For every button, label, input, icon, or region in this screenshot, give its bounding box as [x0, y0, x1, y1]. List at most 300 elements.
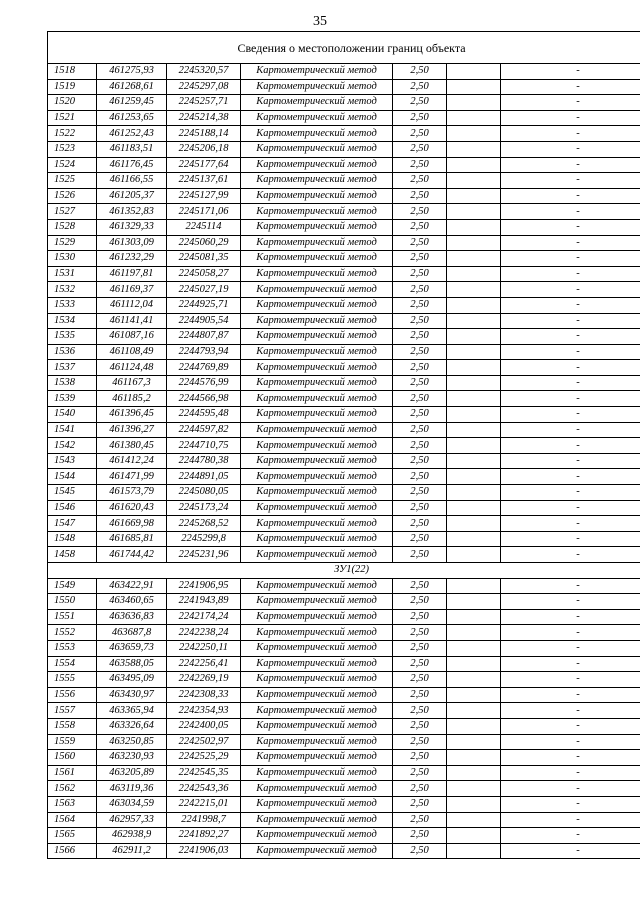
point-number-cell: 1538	[48, 375, 97, 391]
description-cell: -	[501, 266, 640, 282]
description-cell: -	[501, 141, 640, 157]
description-cell: -	[501, 640, 640, 656]
blank-cell-cell	[447, 516, 501, 532]
y-coordinate-cell: 2242308,33	[167, 687, 241, 703]
table-row	[48, 297, 640, 313]
y-coordinate-cell: 2245080,05	[167, 485, 241, 501]
table-row	[48, 422, 640, 438]
accuracy-cell: 2,50	[393, 329, 447, 345]
x-coordinate-cell: 463687,8	[97, 625, 167, 641]
method-cell: Картометрический метод	[241, 282, 393, 298]
table-row	[48, 282, 640, 298]
table-row	[48, 578, 640, 594]
table-row	[48, 64, 640, 80]
method-cell: Картометрический метод	[241, 360, 393, 376]
method-cell: Картометрический метод	[241, 126, 393, 142]
blank-cell-cell	[447, 64, 501, 80]
y-coordinate-cell: 2241998,7	[167, 812, 241, 828]
point-number-cell: 1526	[48, 188, 97, 204]
accuracy-cell: 2,50	[393, 578, 447, 594]
blank-cell-cell	[447, 594, 501, 610]
blank-cell-cell	[447, 235, 501, 251]
y-coordinate-cell: 2245320,57	[167, 64, 241, 80]
method-cell: Картометрический метод	[241, 500, 393, 516]
description-cell: -	[501, 656, 640, 672]
x-coordinate-cell: 463659,73	[97, 640, 167, 656]
x-coordinate-cell: 463326,64	[97, 718, 167, 734]
point-number-cell: 1566	[48, 843, 97, 859]
point-number-cell: 1555	[48, 672, 97, 688]
y-coordinate-cell: 2242502,97	[167, 734, 241, 750]
table-row	[48, 219, 640, 235]
accuracy-cell: 2,50	[393, 750, 447, 766]
blank-cell-cell	[447, 251, 501, 267]
blank-cell-cell	[447, 609, 501, 625]
x-coordinate-cell: 461167,3	[97, 375, 167, 391]
point-number-cell: 1536	[48, 344, 97, 360]
point-number-cell: 1552	[48, 625, 97, 641]
point-number-cell: 1529	[48, 235, 97, 251]
x-coordinate-cell: 463034,59	[97, 796, 167, 812]
accuracy-cell: 2,50	[393, 79, 447, 95]
blank-cell-cell	[447, 625, 501, 641]
table-row	[48, 251, 640, 267]
description-cell: -	[501, 703, 640, 719]
y-coordinate-cell: 2244793,94	[167, 344, 241, 360]
y-coordinate-cell: 2242215,01	[167, 796, 241, 812]
description-cell: -	[501, 796, 640, 812]
y-coordinate-cell: 2245127,99	[167, 188, 241, 204]
point-number-cell: 1549	[48, 578, 97, 594]
table-title: Сведения о местоположении границ объекта	[48, 32, 640, 64]
boundary-coordinates-table	[47, 31, 640, 859]
method-cell: Картометрический метод	[241, 781, 393, 797]
method-cell: Картометрический метод	[241, 828, 393, 844]
accuracy-cell: 2,50	[393, 375, 447, 391]
accuracy-cell: 2,50	[393, 453, 447, 469]
x-coordinate-cell: 461352,83	[97, 204, 167, 220]
y-coordinate-cell: 2245231,96	[167, 547, 241, 563]
blank-cell-cell	[447, 188, 501, 204]
description-cell: -	[501, 485, 640, 501]
description-cell: -	[501, 235, 640, 251]
description-cell: -	[501, 64, 640, 80]
method-cell: Картометрический метод	[241, 251, 393, 267]
description-cell: -	[501, 344, 640, 360]
accuracy-cell: 2,50	[393, 95, 447, 111]
y-coordinate-cell: 2245177,64	[167, 157, 241, 173]
accuracy-cell: 2,50	[393, 812, 447, 828]
table-row	[48, 453, 640, 469]
description-cell: -	[501, 765, 640, 781]
description-cell: -	[501, 438, 640, 454]
method-cell: Картометрический метод	[241, 485, 393, 501]
method-cell: Картометрический метод	[241, 95, 393, 111]
blank-cell-cell	[447, 110, 501, 126]
accuracy-cell: 2,50	[393, 656, 447, 672]
x-coordinate-cell: 461303,09	[97, 235, 167, 251]
x-coordinate-cell: 463365,94	[97, 703, 167, 719]
accuracy-cell: 2,50	[393, 734, 447, 750]
accuracy-cell: 2,50	[393, 297, 447, 313]
point-number-cell: 1561	[48, 765, 97, 781]
accuracy-cell: 2,50	[393, 422, 447, 438]
x-coordinate-cell: 461252,43	[97, 126, 167, 142]
y-coordinate-cell: 2244566,98	[167, 391, 241, 407]
table-row	[48, 531, 640, 547]
blank-cell-cell	[447, 453, 501, 469]
accuracy-cell: 2,50	[393, 796, 447, 812]
accuracy-cell: 2,50	[393, 703, 447, 719]
accuracy-cell: 2,50	[393, 469, 447, 485]
x-coordinate-cell: 461176,45	[97, 157, 167, 173]
table-row	[48, 79, 640, 95]
table-row	[48, 141, 640, 157]
y-coordinate-cell: 2244576,99	[167, 375, 241, 391]
y-coordinate-cell: 2241892,27	[167, 828, 241, 844]
accuracy-cell: 2,50	[393, 438, 447, 454]
y-coordinate-cell: 2244710,75	[167, 438, 241, 454]
accuracy-cell: 2,50	[393, 687, 447, 703]
y-coordinate-cell: 2242525,29	[167, 750, 241, 766]
x-coordinate-cell: 463588,05	[97, 656, 167, 672]
table-row	[48, 718, 640, 734]
x-coordinate-cell: 461412,24	[97, 453, 167, 469]
y-coordinate-cell: 2244891,05	[167, 469, 241, 485]
y-coordinate-cell: 2244780,38	[167, 453, 241, 469]
accuracy-cell: 2,50	[393, 765, 447, 781]
blank-cell-cell	[447, 781, 501, 797]
x-coordinate-cell: 461471,99	[97, 469, 167, 485]
accuracy-cell: 2,50	[393, 110, 447, 126]
y-coordinate-cell: 2245188,14	[167, 126, 241, 142]
blank-cell-cell	[447, 703, 501, 719]
table-row	[48, 313, 640, 329]
y-coordinate-cell: 2245206,18	[167, 141, 241, 157]
method-cell: Картометрический метод	[241, 79, 393, 95]
y-coordinate-cell: 2244905,54	[167, 313, 241, 329]
description-cell: -	[501, 750, 640, 766]
point-number-cell: 1559	[48, 734, 97, 750]
blank-cell-cell	[447, 812, 501, 828]
point-number-cell: 1520	[48, 95, 97, 111]
description-cell: -	[501, 516, 640, 532]
point-number-cell: 1562	[48, 781, 97, 797]
accuracy-cell: 2,50	[393, 843, 447, 859]
method-cell: Картометрический метод	[241, 531, 393, 547]
table-row	[48, 781, 640, 797]
table-row	[48, 375, 640, 391]
section-row	[48, 563, 640, 579]
blank-cell-cell	[447, 375, 501, 391]
table-row	[48, 625, 640, 641]
accuracy-cell: 2,50	[393, 516, 447, 532]
y-coordinate-cell: 2244925,71	[167, 297, 241, 313]
method-cell: Картометрический метод	[241, 625, 393, 641]
point-number-cell: 1539	[48, 391, 97, 407]
point-number-cell: 1557	[48, 703, 97, 719]
description-cell: -	[501, 188, 640, 204]
point-number-cell: 1458	[48, 547, 97, 563]
method-cell: Картометрический метод	[241, 796, 393, 812]
y-coordinate-cell: 2245257,71	[167, 95, 241, 111]
blank-cell-cell	[447, 360, 501, 376]
point-number-cell: 1524	[48, 157, 97, 173]
y-coordinate-cell: 2242354,93	[167, 703, 241, 719]
y-coordinate-cell: 2244807,87	[167, 329, 241, 345]
blank-cell-cell	[447, 391, 501, 407]
x-coordinate-cell: 461197,81	[97, 266, 167, 282]
x-coordinate-cell: 461185,2	[97, 391, 167, 407]
y-coordinate-cell: 2245114	[167, 219, 241, 235]
accuracy-cell: 2,50	[393, 625, 447, 641]
table-title-row	[48, 32, 640, 64]
accuracy-cell: 2,50	[393, 407, 447, 423]
x-coordinate-cell: 461669,98	[97, 516, 167, 532]
x-coordinate-cell: 461124,48	[97, 360, 167, 376]
point-number-cell: 1522	[48, 126, 97, 142]
description-cell: -	[501, 204, 640, 220]
y-coordinate-cell: 2242545,35	[167, 765, 241, 781]
x-coordinate-cell: 461744,42	[97, 547, 167, 563]
x-coordinate-cell: 463636,83	[97, 609, 167, 625]
blank-cell-cell	[447, 672, 501, 688]
table-row	[48, 266, 640, 282]
description-cell: -	[501, 251, 640, 267]
description-cell: -	[501, 625, 640, 641]
x-coordinate-cell: 461166,55	[97, 173, 167, 189]
x-coordinate-cell: 461396,45	[97, 407, 167, 423]
point-number-cell: 1547	[48, 516, 97, 532]
y-coordinate-cell: 2242400,05	[167, 718, 241, 734]
point-number-cell: 1548	[48, 531, 97, 547]
accuracy-cell: 2,50	[393, 251, 447, 267]
blank-cell-cell	[447, 297, 501, 313]
blank-cell-cell	[447, 344, 501, 360]
point-number-cell: 1544	[48, 469, 97, 485]
blank-cell-cell	[447, 718, 501, 734]
blank-cell-cell	[447, 796, 501, 812]
x-coordinate-cell: 461620,43	[97, 500, 167, 516]
blank-cell-cell	[447, 438, 501, 454]
accuracy-cell: 2,50	[393, 204, 447, 220]
x-coordinate-cell: 463205,89	[97, 765, 167, 781]
table-row	[48, 173, 640, 189]
point-number-cell: 1551	[48, 609, 97, 625]
blank-cell-cell	[447, 95, 501, 111]
accuracy-cell: 2,50	[393, 391, 447, 407]
point-number-cell: 1533	[48, 297, 97, 313]
description-cell: -	[501, 687, 640, 703]
table-row	[48, 734, 640, 750]
y-coordinate-cell: 2244597,82	[167, 422, 241, 438]
y-coordinate-cell: 2242174,24	[167, 609, 241, 625]
y-coordinate-cell: 2245027,19	[167, 282, 241, 298]
x-coordinate-cell: 461685,81	[97, 531, 167, 547]
y-coordinate-cell: 2242543,36	[167, 781, 241, 797]
x-coordinate-cell: 463430,97	[97, 687, 167, 703]
x-coordinate-cell: 461253,65	[97, 110, 167, 126]
point-number-cell: 1543	[48, 453, 97, 469]
point-number-cell: 1541	[48, 422, 97, 438]
point-number-cell: 1535	[48, 329, 97, 345]
x-coordinate-cell: 461205,37	[97, 188, 167, 204]
point-number-cell: 1565	[48, 828, 97, 844]
description-cell: -	[501, 110, 640, 126]
x-coordinate-cell: 461108,49	[97, 344, 167, 360]
description-cell: -	[501, 282, 640, 298]
method-cell: Картометрический метод	[241, 188, 393, 204]
table-row	[48, 703, 640, 719]
accuracy-cell: 2,50	[393, 266, 447, 282]
method-cell: Картометрический метод	[241, 843, 393, 859]
blank-cell-cell	[447, 407, 501, 423]
accuracy-cell: 2,50	[393, 235, 447, 251]
y-coordinate-cell: 2245060,29	[167, 235, 241, 251]
section-label: ЗУ1(22)	[48, 563, 640, 579]
accuracy-cell: 2,50	[393, 64, 447, 80]
table-row	[48, 765, 640, 781]
description-cell: -	[501, 734, 640, 750]
x-coordinate-cell: 461396,27	[97, 422, 167, 438]
point-number-cell: 1546	[48, 500, 97, 516]
point-number-cell: 1564	[48, 812, 97, 828]
accuracy-cell: 2,50	[393, 781, 447, 797]
point-number-cell: 1519	[48, 79, 97, 95]
blank-cell-cell	[447, 329, 501, 345]
blank-cell-cell	[447, 687, 501, 703]
accuracy-cell: 2,50	[393, 609, 447, 625]
point-number-cell: 1518	[48, 64, 97, 80]
method-cell: Картометрический метод	[241, 235, 393, 251]
method-cell: Картометрический метод	[241, 375, 393, 391]
table-row	[48, 796, 640, 812]
blank-cell-cell	[447, 750, 501, 766]
table-row	[48, 609, 640, 625]
method-cell: Картометрический метод	[241, 469, 393, 485]
method-cell: Картометрический метод	[241, 812, 393, 828]
x-coordinate-cell: 463422,91	[97, 578, 167, 594]
blank-cell-cell	[447, 422, 501, 438]
x-coordinate-cell: 461573,79	[97, 485, 167, 501]
table-row	[48, 391, 640, 407]
x-coordinate-cell: 463250,85	[97, 734, 167, 750]
point-number-cell: 1528	[48, 219, 97, 235]
table-row	[48, 843, 640, 859]
method-cell: Картометрический метод	[241, 313, 393, 329]
y-coordinate-cell: 2242256,41	[167, 656, 241, 672]
accuracy-cell: 2,50	[393, 313, 447, 329]
method-cell: Картометрический метод	[241, 204, 393, 220]
x-coordinate-cell: 461259,45	[97, 95, 167, 111]
y-coordinate-cell: 2245171,06	[167, 204, 241, 220]
x-coordinate-cell: 461141,41	[97, 313, 167, 329]
accuracy-cell: 2,50	[393, 640, 447, 656]
y-coordinate-cell: 2242250,11	[167, 640, 241, 656]
method-cell: Картометрический метод	[241, 516, 393, 532]
method-cell: Картометрический метод	[241, 750, 393, 766]
method-cell: Картометрический метод	[241, 703, 393, 719]
y-coordinate-cell: 2242269,19	[167, 672, 241, 688]
description-cell: -	[501, 812, 640, 828]
blank-cell-cell	[447, 469, 501, 485]
description-cell: -	[501, 453, 640, 469]
description-cell: -	[501, 313, 640, 329]
description-cell: -	[501, 173, 640, 189]
blank-cell-cell	[447, 828, 501, 844]
method-cell: Картометрический метод	[241, 141, 393, 157]
description-cell: -	[501, 422, 640, 438]
method-cell: Картометрический метод	[241, 438, 393, 454]
y-coordinate-cell: 2245058,27	[167, 266, 241, 282]
accuracy-cell: 2,50	[393, 500, 447, 516]
point-number-cell: 1554	[48, 656, 97, 672]
x-coordinate-cell: 461183,51	[97, 141, 167, 157]
blank-cell-cell	[447, 79, 501, 95]
method-cell: Картометрический метод	[241, 594, 393, 610]
method-cell: Картометрический метод	[241, 219, 393, 235]
method-cell: Картометрический метод	[241, 453, 393, 469]
blank-cell-cell	[447, 734, 501, 750]
description-cell: -	[501, 547, 640, 563]
blank-cell-cell	[447, 204, 501, 220]
blank-cell-cell	[447, 266, 501, 282]
table-row	[48, 360, 640, 376]
blank-cell-cell	[447, 843, 501, 859]
description-cell: -	[501, 407, 640, 423]
accuracy-cell: 2,50	[393, 219, 447, 235]
table-row	[48, 126, 640, 142]
accuracy-cell: 2,50	[393, 718, 447, 734]
accuracy-cell: 2,50	[393, 173, 447, 189]
point-number-cell: 1550	[48, 594, 97, 610]
blank-cell-cell	[447, 313, 501, 329]
table-row	[48, 188, 640, 204]
accuracy-cell: 2,50	[393, 360, 447, 376]
description-cell: -	[501, 360, 640, 376]
table-row	[48, 438, 640, 454]
method-cell: Картометрический метод	[241, 64, 393, 80]
blank-cell-cell	[447, 219, 501, 235]
method-cell: Картометрический метод	[241, 329, 393, 345]
point-number-cell: 1525	[48, 173, 97, 189]
x-coordinate-cell: 462938,9	[97, 828, 167, 844]
point-number-cell: 1532	[48, 282, 97, 298]
blank-cell-cell	[447, 141, 501, 157]
point-number-cell: 1531	[48, 266, 97, 282]
table-row	[48, 812, 640, 828]
table-row	[48, 329, 640, 345]
y-coordinate-cell: 2245268,52	[167, 516, 241, 532]
blank-cell-cell	[447, 656, 501, 672]
accuracy-cell: 2,50	[393, 828, 447, 844]
description-cell: -	[501, 672, 640, 688]
point-number-cell: 1530	[48, 251, 97, 267]
x-coordinate-cell: 463230,93	[97, 750, 167, 766]
point-number-cell: 1545	[48, 485, 97, 501]
y-coordinate-cell: 2245173,24	[167, 500, 241, 516]
table-row	[48, 672, 640, 688]
description-cell: -	[501, 95, 640, 111]
y-coordinate-cell: 2241906,95	[167, 578, 241, 594]
point-number-cell: 1537	[48, 360, 97, 376]
point-number-cell: 1560	[48, 750, 97, 766]
description-cell: -	[501, 718, 640, 734]
accuracy-cell: 2,50	[393, 531, 447, 547]
method-cell: Картометрический метод	[241, 656, 393, 672]
table-row	[48, 687, 640, 703]
method-cell: Картометрический метод	[241, 110, 393, 126]
